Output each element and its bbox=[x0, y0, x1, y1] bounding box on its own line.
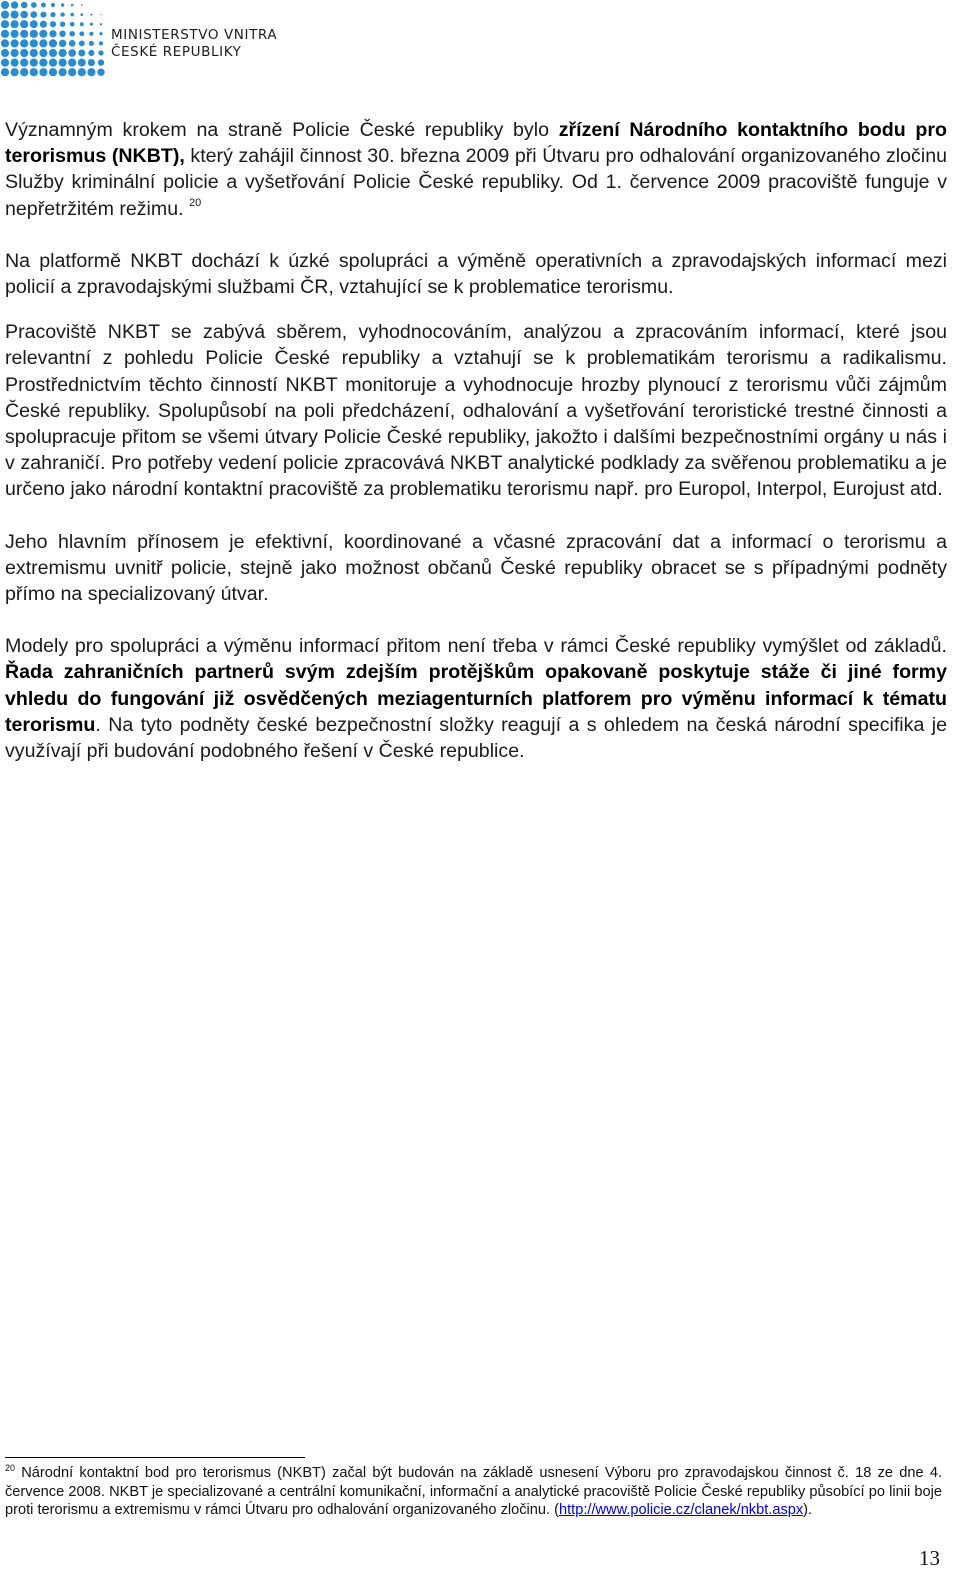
p5-bold-partners: Řada zahraničních partnerů svým zdejším protějškům opakovaně poskytuje stáže či jiné formy vhledu do fungování již osvědčených meziagenturních platforem pro výměnu informací k tématu terorismu bbox=[5, 661, 947, 736]
footnote-ref-20[interactable]: 20 bbox=[189, 196, 202, 209]
logo-line-1: MINISTERSTVO VNITRA bbox=[111, 27, 278, 43]
p1-bold-nkbt: zřízení Národního kontaktního bodu pro terorismus (NKBT), bbox=[5, 119, 947, 168]
ministry-dots-emblem-icon bbox=[0, 0, 110, 80]
paragraph-nkbt-benefit: Jeho hlavním přínosem je efektivní, koordinované a včasné zpracování dat a informací o terorismu a extremismu uvnitř policie, stejně jako možnost občanů České republiky obracet se s případnými podněty přímo na specializovaný útvar. bbox=[5, 530, 947, 606]
footnote-separator bbox=[5, 1457, 305, 1458]
document-body bbox=[5, 117, 947, 790]
footnote-link[interactable]: http://www.policie.cz/clanek/nkbt.aspx bbox=[559, 1502, 804, 1519]
footnote-number: 20 bbox=[5, 1463, 16, 1473]
paragraph-nkbt-establishment bbox=[5, 117, 947, 222]
footnote-20 bbox=[5, 1464, 942, 1520]
p5-text-end: . Na tyto podněty české bezpečnostní složky reagují a s ohledem na česká národní specifika je využívají při budování podobného řešení v České republice. bbox=[5, 713, 947, 763]
logo-text bbox=[111, 27, 277, 61]
footnote-close: ). bbox=[803, 1502, 813, 1519]
paragraph-cooperation-models bbox=[5, 633, 947, 764]
p1-text-end: který zahájil činnost 30. března 2009 při Útvaru pro odhalování organizovaného zločinu Služby kriminální policie a vyšetřování Policie České republiky. Od 1. července 2009 pracoviště funguje v nepřetržitém režimu. bbox=[5, 145, 947, 220]
paragraph-nkbt-activities: Pracoviště NKBT se zabývá sběrem, vyhodnocováním, analýzou a zpracováním informací, které jsou relevantní z pohledu Policie České republiky a vztahují se k problematikám terorismu a radikalismu. Prostřednictvím těchto činností NKBT monitoruje a vyhodnocuje hrozby plynoucí z terorismu vůči zájmům České republiky. Spolupůsobí na poli předcházení, odhalování a vyšetřování teroristické trestné činnosti a spolupracuje přitom se všemi útvary Policie České republiky, jakožto i dalšími bezpečnostními orgány u nás i v zahraničí. Pro potřeby vedení policie zpracovává NKBT analytické podklady za svěřenou problematiku a je určeno jako národní kontaktní pracoviště za problematiku terorismu např. pro Europol, Interpol, Eurojust atd. bbox=[5, 321, 947, 501]
logo-line-2: ČESKÉ REPUBLIKY bbox=[111, 44, 242, 60]
p5-text-start: Modely pro spolupráci a výměnu informací přitom není třeba v rámci České republiky vymýšlet od základů. bbox=[5, 635, 947, 658]
p1-text-start: Významným krokem na straně Policie České republiky bylo bbox=[5, 119, 559, 141]
page-number: 13 bbox=[919, 1546, 940, 1570]
footnote-text: Národní kontaktní bod pro terorismus (NKBT) začal být budován na základě usnesení Výboru pro zpravodajskou činnost č. 18 ze dne 4. července 2008. NKBT je specializované a centrální komunikační, informační a analytické pracoviště Policie České republiky působící po linii boje proti terorismu a extremismu v rámci Útvaru pro odhalování organizovaného zločinu. ( bbox=[5, 1465, 942, 1519]
paragraph-nkbt-platform: Na platformě NKBT dochází k úzké spolupráci a výměně operativních a zpravodajských informací mezi policií a zpravodajskými službami ČR, vztahující se k problematice terorismu. bbox=[5, 249, 947, 299]
ministry-logo bbox=[0, 0, 280, 80]
